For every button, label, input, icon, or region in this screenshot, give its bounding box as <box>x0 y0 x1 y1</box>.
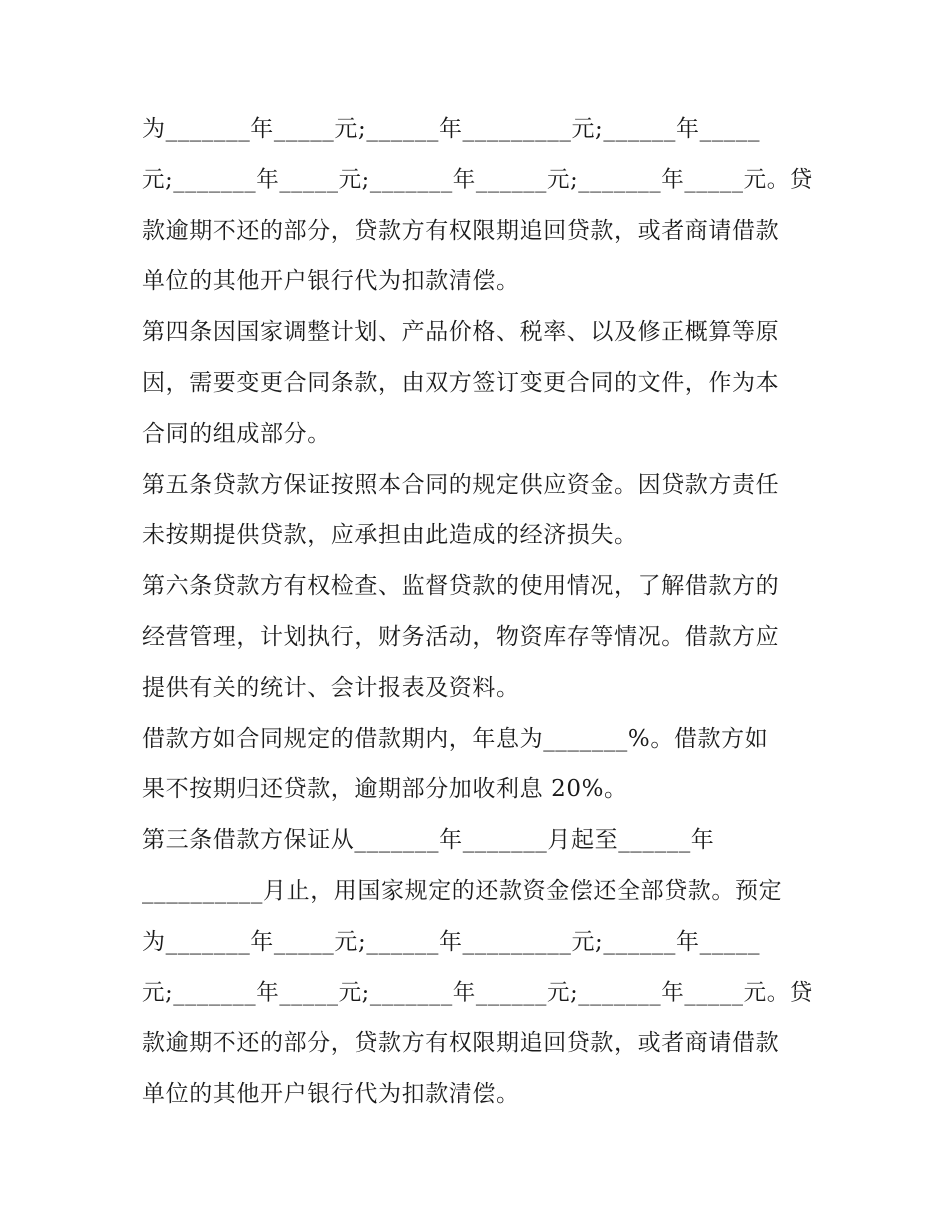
text-line: __________月止，用国家规定的还款资金偿还全部贷款。预定 <box>142 877 783 904</box>
document-body <box>142 104 814 1120</box>
text-line: 经营管理，计划执行，财务活动，物资库存等情况。借款方应 <box>142 623 780 650</box>
text-line: 借款方如合同规定的借款期内，年息为_______%。借款方如 <box>142 725 769 752</box>
text-line: 款逾期不还的部分，贷款方有权限期追回贷款，或者商请借款 <box>142 217 780 244</box>
text-line: 款逾期不还的部分，贷款方有权限期追回贷款，或者商请借款 <box>142 1030 780 1057</box>
text-line: 第六条贷款方有权检查、监督贷款的使用情况，了解借款方的 <box>142 573 780 600</box>
text-line: 果不按期归还贷款，逾期部分加收利息 20%。 <box>142 776 628 803</box>
text-line: 提供有关的统计、会计报表及资料。 <box>142 674 520 701</box>
text-line: 元;_______年_____元;_______年______元;_______年_____元。贷 <box>142 979 813 1006</box>
text-line: 为_______年_____元;______年_________元;______年_____ <box>142 116 761 142</box>
text-line: 单位的其他开户银行代为扣款清偿。 <box>142 268 520 295</box>
text-line: 单位的其他开户银行代为扣款清偿。 <box>142 1081 520 1108</box>
text-line: 因，需要变更合同条款，由双方签订变更合同的文件，作为本 <box>142 369 780 396</box>
text-line: 合同的组成部分。 <box>142 420 331 447</box>
text-line: 第五条贷款方保证按照本合同的规定供应资金。因贷款方责任 <box>142 471 780 498</box>
text-line: 未按期提供贷款，应承担由此造成的经济损失。 <box>142 522 638 549</box>
text-line: 第四条因国家调整计划、产品价格、税率、以及修正概算等原 <box>142 319 780 346</box>
text-line: 第三条借款方保证从_______年_______月起至______年 <box>142 827 715 854</box>
text-line: 为_______年_____元;______年_________元;______年_____ <box>142 928 761 955</box>
text-line: 元;_______年_____元;_______年______元;_______年_____元。贷 <box>142 166 813 193</box>
